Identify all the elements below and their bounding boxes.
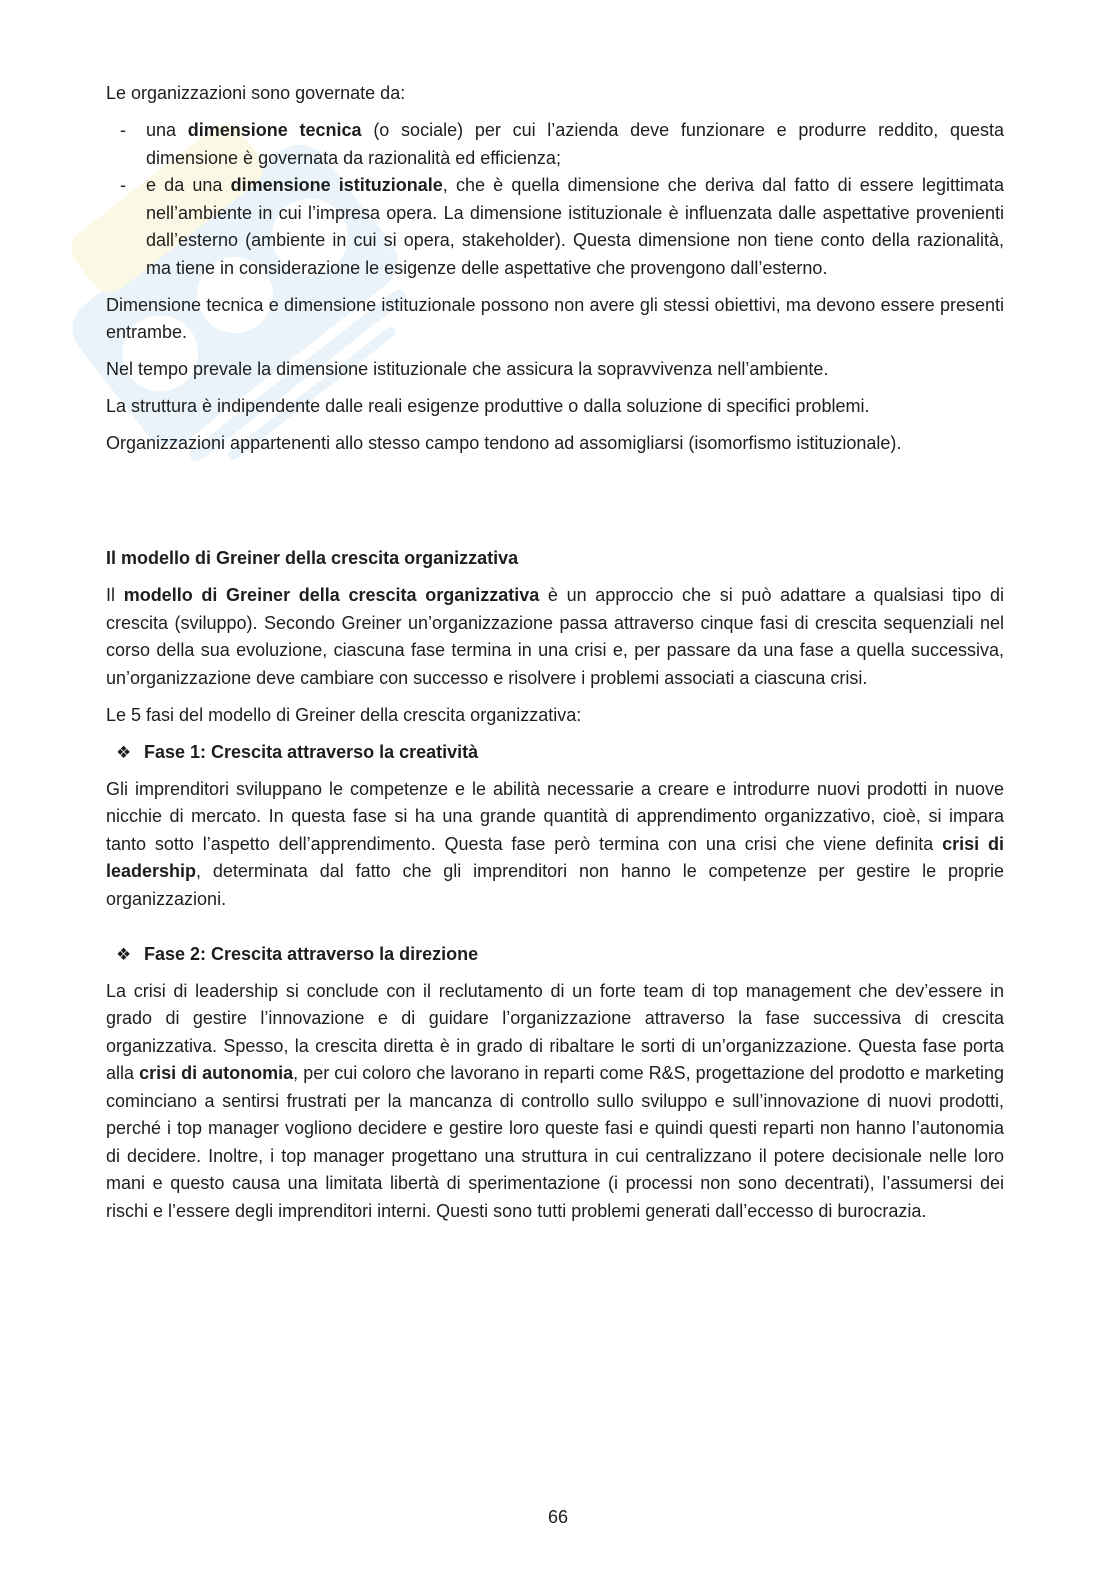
body-paragraph: Dimensione tecnica e dimensione istituzionale possono non avere gli stessi obiettivi, ma devono essere presenti entrambe.: [106, 294, 1004, 342]
body-paragraph: Nel tempo prevale la dimensione istituzionale che assicura la sopravvivenza nell’ambiente.: [106, 359, 829, 379]
diamond-bullet-icon: ❖: [116, 944, 132, 964]
page-number: 66: [547, 1507, 569, 1527]
body-paragraph: Organizzazioni appartenenti allo stesso campo tendono ad assomigliarsi (isomorfismo istituzionale).: [106, 433, 902, 453]
greiner-intro-paragraph: Il modello di Greiner della crescita organizzativa è un approccio che si può adattare a qualsiasi tipo di crescita (sviluppo). Secondo Greiner un’organizzazione passa attraverso cinque fasi di crescita sequenziali nel corso della sua evoluzione, ciascuna fase termina in una crisi e, per passare da una fase a quella successiva, un’organizzazione deve cambiare con successo e risolvere i problemi associati a ciascuna crisi.: [106, 585, 1004, 688]
dimension-list: [106, 117, 1004, 282]
phase-1-heading: [106, 739, 1004, 767]
section-spacer: [106, 467, 1004, 545]
diamond-bullet-icon: ❖: [116, 742, 132, 762]
phase-spacer: [106, 923, 1004, 941]
page-content: [106, 80, 1004, 1235]
phase-2-paragraph: La crisi di leadership si conclude con il reclutamento di un forte team di top management che dev’essere in grado di gestire l’innovazione e di guidare l’organizzazione attraverso la fase successiva di crescita organizzativa. Spesso, la crescita diretta è in grado di ribaltare le sorti di un’organizzazione. Questa fase porta alla crisi di autonomia, per cui coloro che lavorano in reparti come R&S, progettazione del prodotto e marketing cominciano a sentirsi frustrati per la mancanza di controllo sullo sviluppo e sull’innovazione di nuovi prodotti, perché i top manager vogliono decidere e gestire loro queste fasi e quindi questi reparti non hanno l’autonomia di decidere. Inoltre, i top manager progettano una struttura in cui centralizzano il potere decisionale nelle loro mani e questo causa una limitata libertà di sperimentazione (i processi non sono decentrati), l’assumersi dei rischi e l’essere degli imprenditori interni. Questi sono tutti problemi generati dall’eccesso di burocrazia.: [106, 980, 1004, 1221]
list-item: - e da una dimensione istituzionale, che è quella dimensione che deriva dal fatto di essere legittimata nell’ambiente in cui l’impresa opera. La dimensione istituzionale è influenzata dalle aspettative provenienti dall’esterno (ambiente in cui si opera, stakeholder). Questa dimensione non tiene conto della razionalità, ma tiene in considerazione le esigenze delle aspettative che provengono dall’esterno.: [106, 172, 1004, 282]
phase-2-title: Fase 2: Crescita attraverso la direzione: [144, 943, 479, 964]
phase-1-paragraph: Gli imprenditori sviluppano le competenze e le abilità necessarie a creare e introdurre nuovi prodotti in nuove nicchie di mercato. In questa fase si ha una grande quantità di apprendimento organizzativo, cioè, si impara tanto sotto l’aspetto dell’apprendimento. Questa fase però termina con una crisi che viene definita crisi di leadership, determinata dal fatto che gli imprenditori non hanno le competenze per gestire le proprie organizzazioni.: [106, 778, 1004, 909]
body-paragraph: La struttura è indipendente dalle reali esigenze produttive o dalla soluzione di specifici problemi.: [106, 396, 870, 416]
section-heading: Il modello di Greiner della crescita organizzativa: [106, 548, 519, 568]
phases-lead: Le 5 fasi del modello di Greiner della crescita organizzativa:: [106, 704, 582, 725]
phase-1-title: Fase 1: Crescita attraverso la creatività: [144, 741, 479, 762]
phase-2-heading: [106, 941, 1004, 969]
intro-lead: Le organizzazioni sono governate da:: [106, 83, 406, 103]
list-item: - una dimensione tecnica (o sociale) per cui l’azienda deve funzionare e produrre reddito, questa dimensione è governata da razionalità ed efficienza;: [106, 117, 1004, 172]
